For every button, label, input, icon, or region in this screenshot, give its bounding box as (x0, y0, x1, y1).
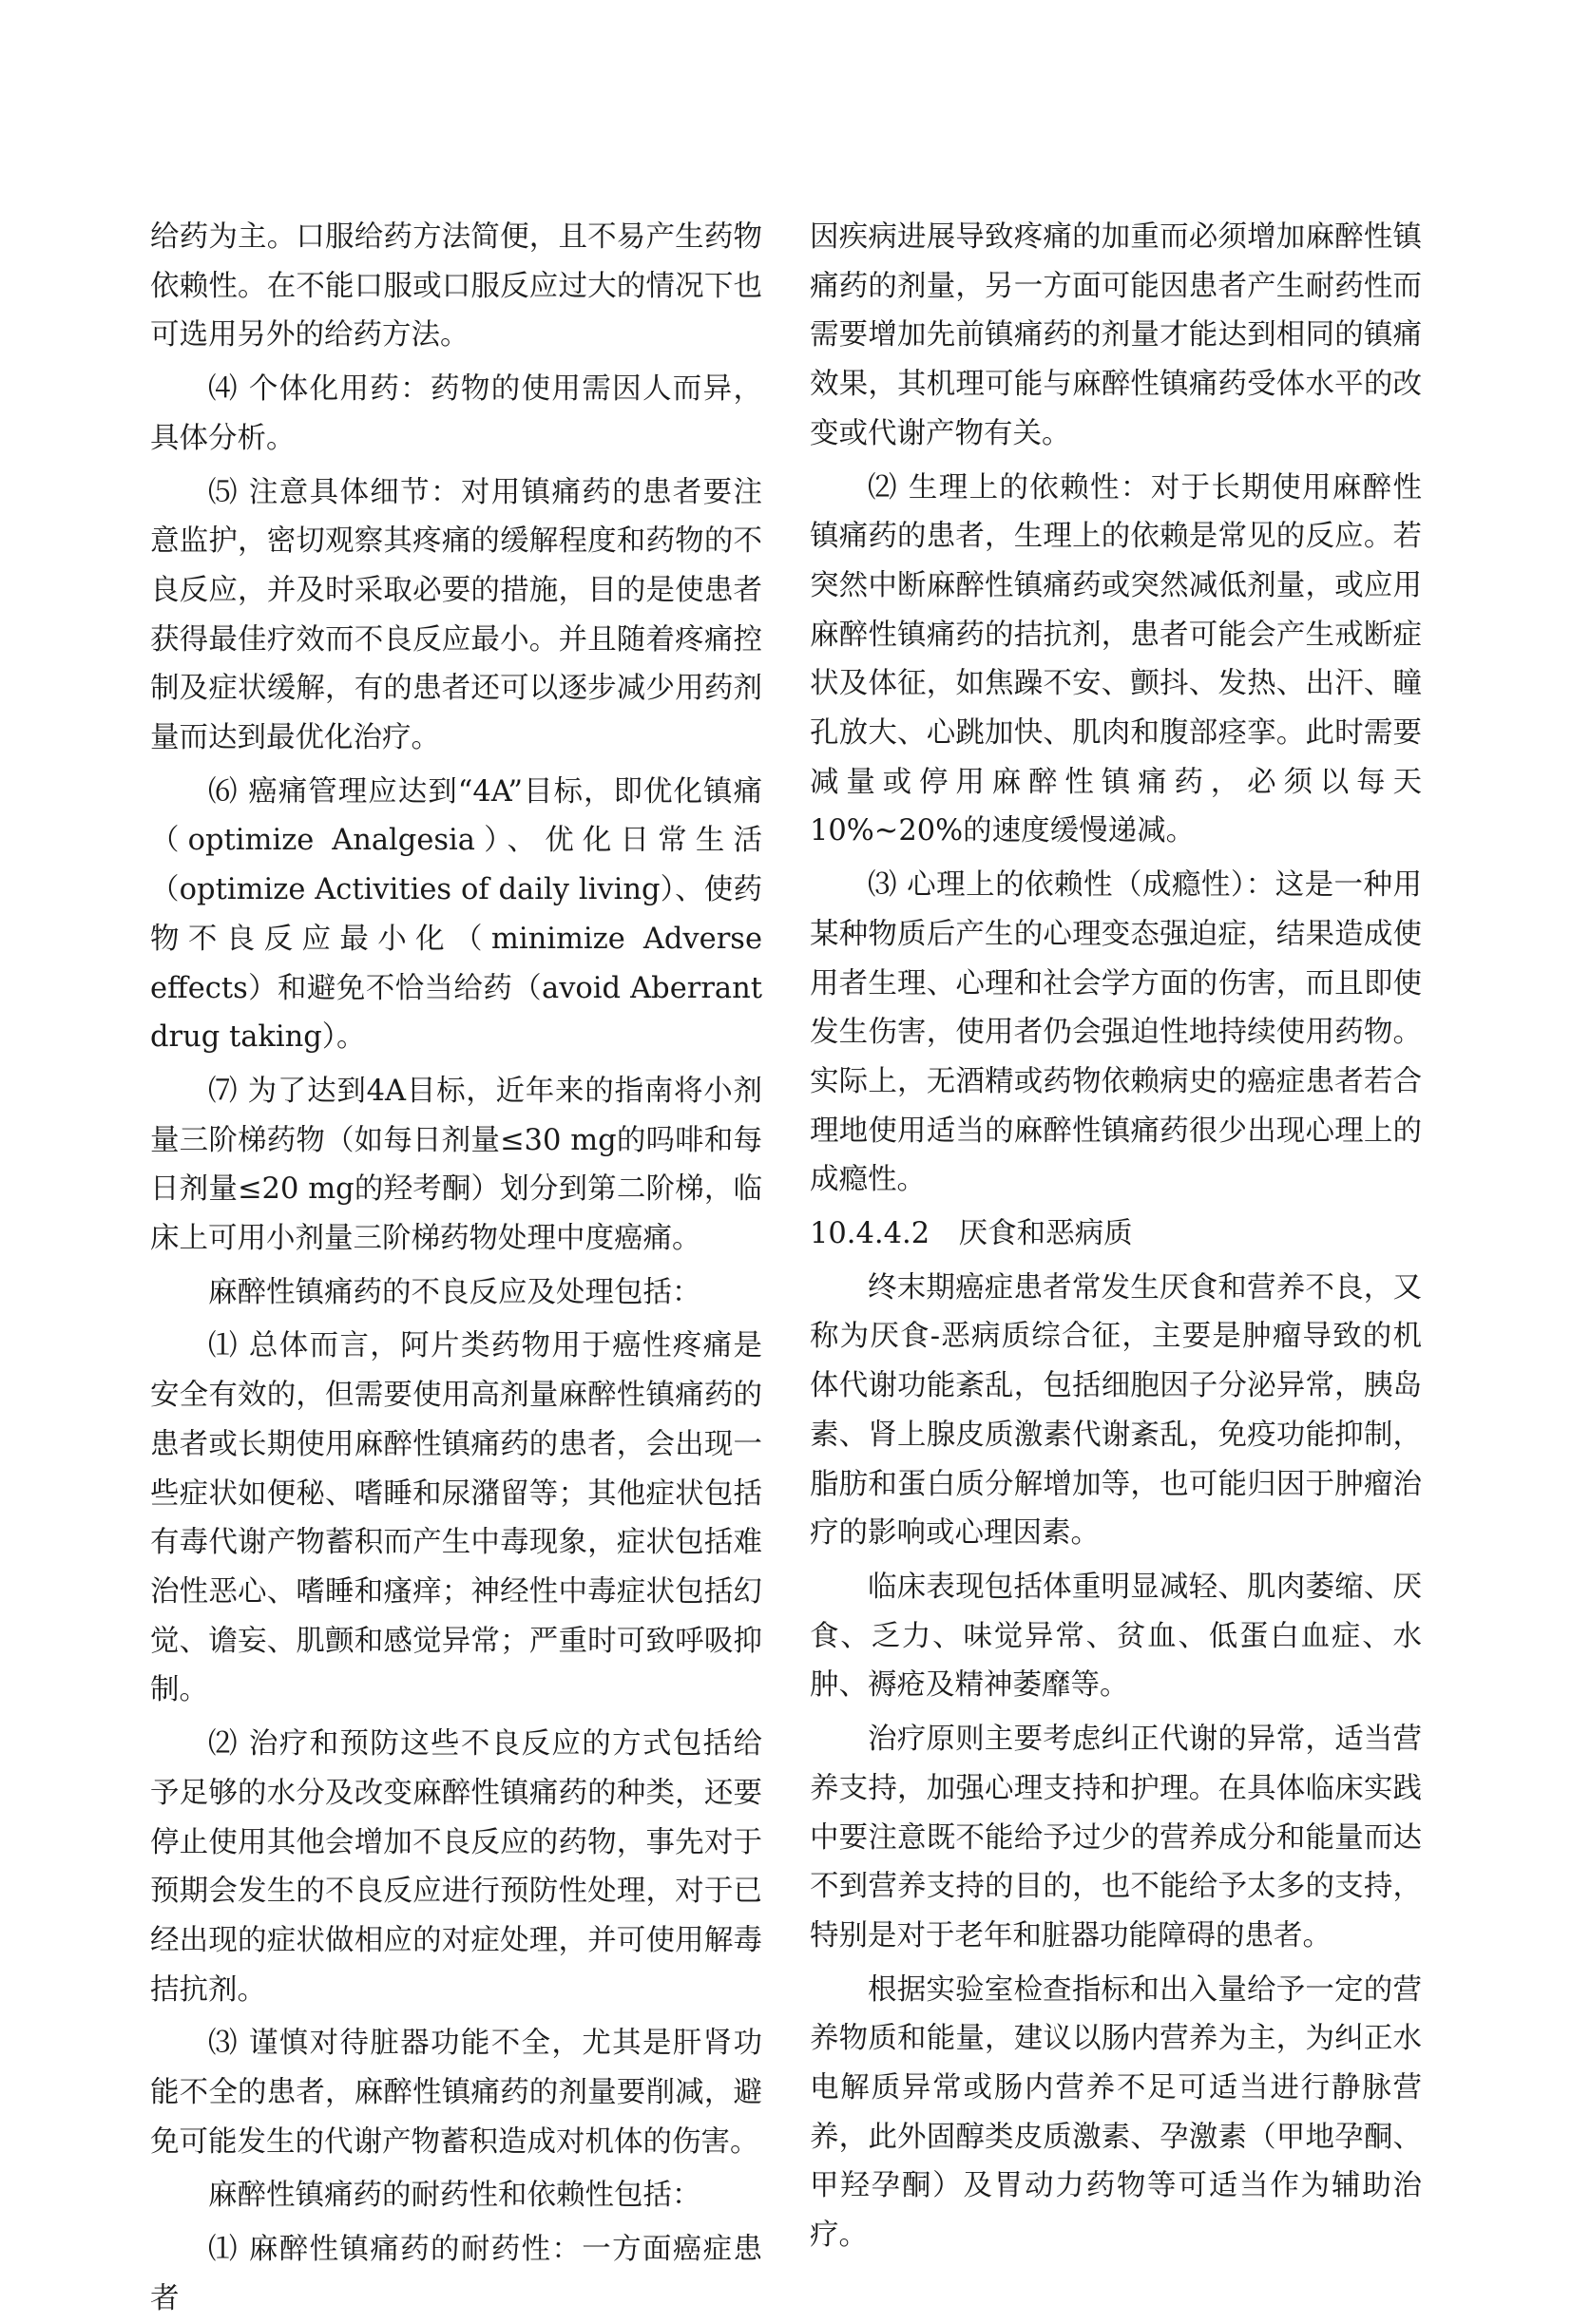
paragraph: ⑸ 注意具体细节：对用镇痛药的患者要注意监护，密切观察其疼痛的缓解程度和药物的不良反应，并及时采取必要的措施，目的是使患者获得最佳疗效而不良反应最小。并且随着疼痛控制及症状缓解，有的患者还可以逐步减少用药剂量而达到最优化治疗。 (150, 475, 762, 755)
right-column (810, 213, 1422, 2260)
paragraph: ⑵ 治疗和预防这些不良反应的方式包括给予足够的水分及改变麻醉性镇痛药的种类，还要停止使用其他会增加不良反应的药物，事先对于预期会发生的不良反应进行预防性处理，对于已经出现的症状做相应的对症处理，并可使用解毒拮抗剂。 (150, 1727, 762, 2007)
paragraph: 麻醉性镇痛药的耐药性和依赖性包括： (208, 2179, 701, 2213)
paragraph: 终末期癌症患者常发生厌食和营养不良，又称为厌食-恶病质综合征，主要是肿瘤导致的机体代谢功能紊乱，包括细胞因子分泌异常，胰岛素、肾上腺皮质激素代谢紊乱，免疫功能抑制，脂肪和蛋白质分解增加等，也可能归因于肿瘤治疗的影响或心理因素。 (810, 1270, 1422, 1551)
paragraph: ⑷ 个体化用药：药物的使用需因人而异，具体分析。 (150, 372, 762, 455)
left-column (150, 213, 762, 2324)
paragraph: ⑶ 心理上的依赖性（成瘾性）：这是一种用某种物质后产生的心理变态强迫症，结果造成使用者生理、心理和社会学方面的伤害，而且即使发生伤害，使用者仍会强迫性地持续使用药物。实际上，无酒精或药物依赖病史的癌症患者若合理地使用适当的麻醉性镇痛药很少出现心理上的成瘾性。 (810, 868, 1422, 1197)
paragraph: 治疗原则主要考虑纠正代谢的异常，适当营养支持，加强心理支持和护理。在具体临床实践中要注意既不能给予过少的营养成分和能量而达不到营养支持的目的，也不能给予太多的支持，特别是对于老年和脏器功能障碍的患者。 (810, 1723, 1422, 1953)
paragraph: 给药为主。口服给药方法简便，且不易产生药物依赖性。在不能口服或口服反应过大的情况下也可选用另外的给药方法。 (150, 220, 762, 352)
paragraph: ⑴ 总体而言，阿片类药物用于癌性疼痛是安全有效的，但需要使用高剂量麻醉性镇痛药的患者或长期使用麻醉性镇痛药的患者，会出现一些症状如便秘、嗜睡和尿潴留等；其他症状包括有毒代谢产物蓄积而产生中毒现象，症状包括难治性恶心、嗜睡和瘙痒；神经性中毒症状包括幻觉、谵妄、肌颤和感觉异常；严重时可致呼吸抑制。 (150, 1329, 762, 1707)
paragraph: 临床表现包括体重明显减轻、肌肉萎缩、厌食、乏力、味觉异常、贫血、低蛋白血症、水肿、褥疮及精神萎靡等。 (810, 1570, 1422, 1703)
paragraph: 根据实验室检查指标和出入量给予一定的营养物质和能量，建议以肠内营养为主，为纠正水电解质异常或肠内营养不足可适当进行静脉营养，此外固醇类皮质激素、孕激素（甲地孕酮、甲羟孕酮）及胃动力药物等可适当作为辅助治疗。 (810, 1972, 1422, 2253)
paragraph: 麻醉性镇痛药的不良反应及处理包括： (208, 1275, 701, 1309)
paragraph: ⑴ 麻醉性镇痛药的耐药性：一方面癌症患者 (150, 2233, 762, 2315)
section-heading: 10.4.4.2 厌食和恶病质 (810, 1217, 1133, 1251)
paragraph: ⑵ 生理上的依赖性：对于长期使用麻醉性镇痛药的患者，生理上的依赖是常见的反应。若突然中断麻醉性镇痛药或突然减低剂量，或应用麻醉性镇痛药的拮抗剂，患者可能会产生戒断症状及体征，如焦躁不安、颤抖、发热、出汗、瞳孔放大、心跳加快、肌肉和腹部痉挛。此时需要减量或停用麻醉性镇痛药，必须以每天10%~20%的速度缓慢递减。 (810, 470, 1422, 848)
paragraph: 因疾病进展导致疼痛的加重而必须增加麻醉性镇痛药的剂量，另一方面可能因患者产生耐药性而需要增加先前镇痛药的剂量才能达到相同的镇痛效果，其机理可能与麻醉性镇痛药受体水平的改变或代谢产物有关。 (810, 220, 1422, 450)
paragraph: ⑺ 为了达到4A目标，近年来的指南将小剂量三阶梯药物（如每日剂量≤30 mg的吗啡和每日剂量≤20 mg的羟考酮）划分到第二阶梯，临床上可用小剂量三阶梯药物处理中度癌痛。 (150, 1074, 762, 1256)
paragraph: ⑹ 癌痛管理应达到“4A”目标，即优化镇痛（optimize Analgesia）、优化日常生活（optimize Activities of daily living）、使药物不良反应最小化（minimize Adverse effects）和避免不恰当给药（avoid Aberrant drug taking）。 (150, 774, 762, 1055)
paragraph: ⑶ 谨慎对待脏器功能不全，尤其是肝肾功能不全的患者，麻醉性镇痛药的剂量要削减，避免可能发生的代谢产物蓄积造成对机体的伤害。 (150, 2027, 762, 2159)
